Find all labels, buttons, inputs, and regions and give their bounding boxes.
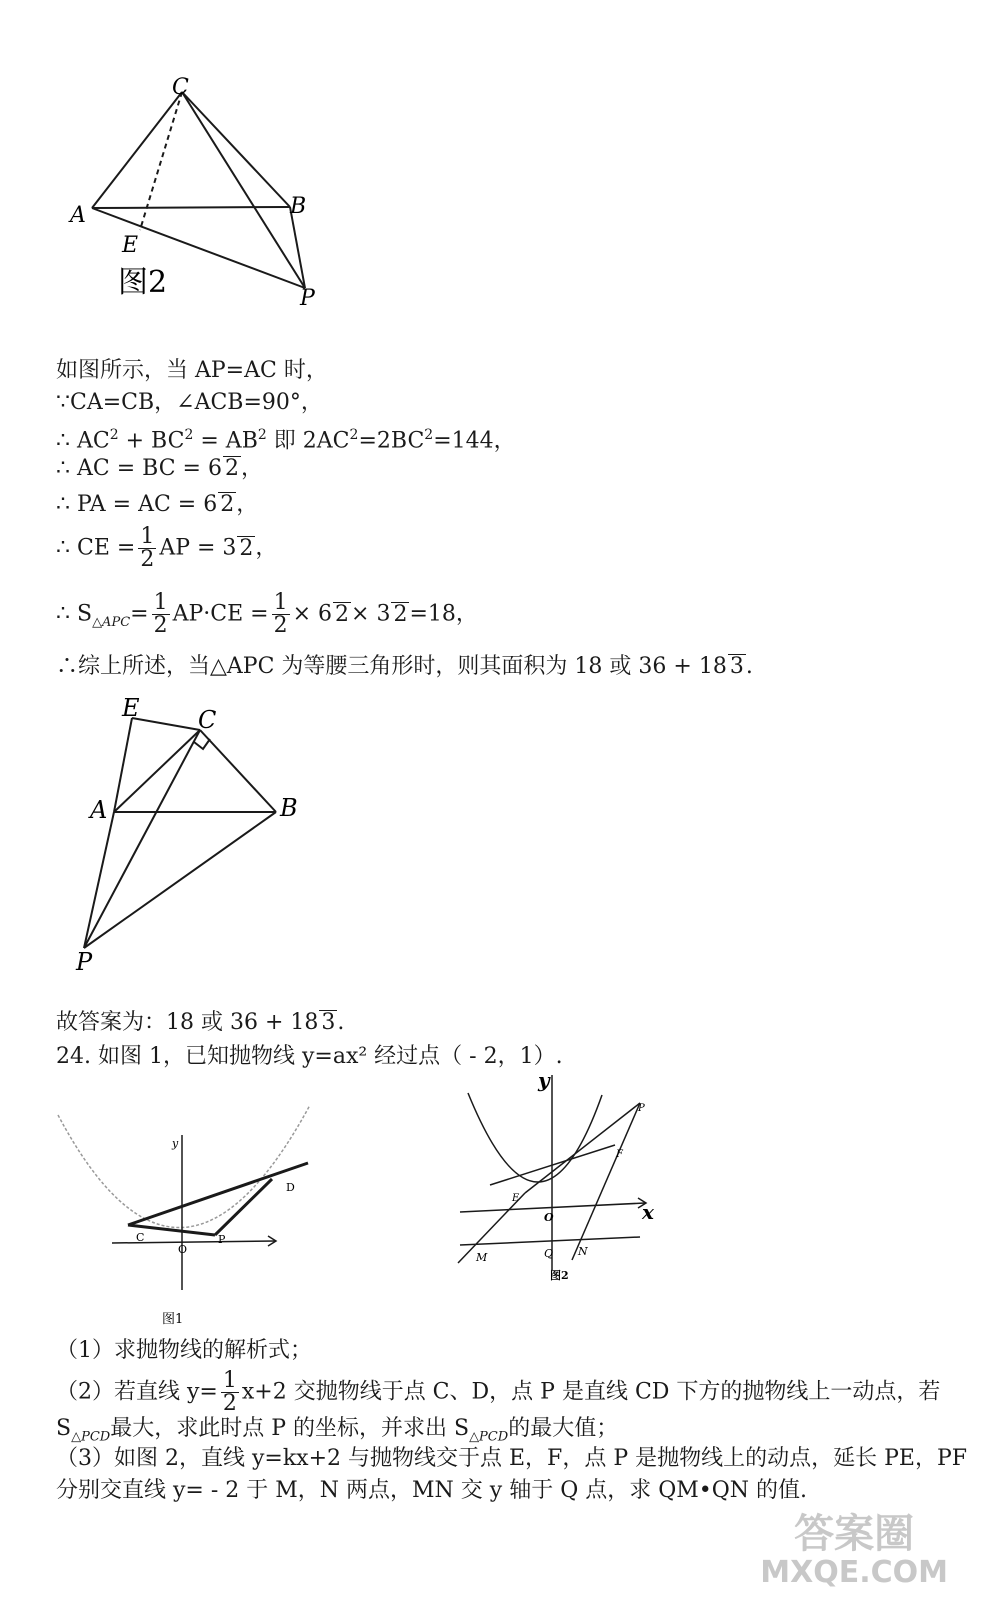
figure-caption: 图2: [550, 1269, 569, 1282]
question-2: （2）若直线 y= $\frac{1}{2}$ x+2 交抛物线于点 C、D，点 P 是直线 CD 下方的抛物线上一动点，若: [56, 1368, 941, 1416]
figure-caption: 图1: [162, 1312, 184, 1327]
label-P: P: [76, 948, 93, 976]
solution-line-5: ∴ PA = AC = 6 2，: [56, 492, 259, 517]
figure-2-top: [60, 70, 350, 320]
label-E: E: [122, 694, 140, 722]
label-B: B: [290, 194, 307, 219]
label-Q: Q: [544, 1247, 554, 1260]
figure-middle: [70, 690, 330, 980]
question-2-cont: $S_{\triangle PCD}$最大，求此时点 P 的坐标，并求出 $S_{\triangle PCD}$的最大值；: [56, 1416, 619, 1445]
watermark-logo: 答案圈: [794, 1511, 915, 1557]
solution-line-4: ∴ AC = BC = 6 2，: [56, 456, 263, 481]
label-C: C: [198, 706, 217, 734]
label-A: A: [90, 796, 108, 824]
label-E: E: [512, 1193, 520, 1204]
watermark-url: MXQE.COM: [760, 1555, 948, 1590]
answer-line: 故答案为：18 或 36 + 18 3.: [56, 1010, 345, 1035]
solution-line-1: 如图所示，当 AP=AC 时，: [56, 358, 328, 383]
solution-line-2: ∵CA=CB，∠ACB=90°，: [56, 390, 323, 415]
label-D: D: [286, 1181, 295, 1194]
label-B: B: [280, 794, 298, 822]
label-O: O: [178, 1243, 188, 1256]
label-M: M: [476, 1251, 488, 1264]
label-x: x: [642, 1200, 654, 1224]
label-y: y: [538, 1068, 550, 1092]
label-A: A: [70, 203, 86, 228]
question-3: （3）如图 2，直线 y=kx+2 与抛物线交于点 E，F，点 P 是抛物线上的动点，延长 PE，PF: [56, 1446, 968, 1471]
solution-line-6: ∴ CE = $\frac{1}{2}$ AP = 3 2，: [56, 524, 278, 572]
label-y: y: [172, 1137, 179, 1150]
label-E: E: [122, 233, 139, 258]
label-C: C: [172, 75, 189, 100]
figure-1: [50, 1095, 330, 1330]
label-O: O: [544, 1211, 554, 1224]
watermark: [760, 1512, 948, 1590]
solution-line-7: ∴ $S_{\triangle APC}=$ $\frac{1}{2}$ AP·CE = $\frac{1}{2}$ × 6 2× 3 2=18，: [56, 590, 478, 638]
label-P: P: [300, 286, 315, 311]
label-P: P: [218, 1233, 226, 1246]
question-1: （1）求抛物线的解析式；: [56, 1338, 312, 1363]
figure-caption: 图2: [118, 265, 168, 300]
figure-2-bottom: [450, 1065, 670, 1290]
label-P: P: [638, 1103, 645, 1114]
label-N: N: [578, 1245, 588, 1258]
solution-summary: ∴综上所述，当△APC 为等腰三角形时，则其面积为 18 或 36 + 18 3.: [56, 654, 753, 679]
label-F: F: [616, 1149, 623, 1160]
solution-line-3: ∴ $AC^2 + BC^2 = AB^2$ 即 $2AC^2=2BC^2=144$，: [56, 427, 516, 454]
label-C: C: [136, 1231, 145, 1244]
problem-24-intro: 24. 如图 1，已知抛物线 y=ax² 经过点（ - 2，1）.: [56, 1044, 563, 1069]
question-3-cont: 分别交直线 y= - 2 于 M，N 两点，MN 交 y 轴于 Q 点，求 QM•QN 的值.: [56, 1478, 808, 1503]
